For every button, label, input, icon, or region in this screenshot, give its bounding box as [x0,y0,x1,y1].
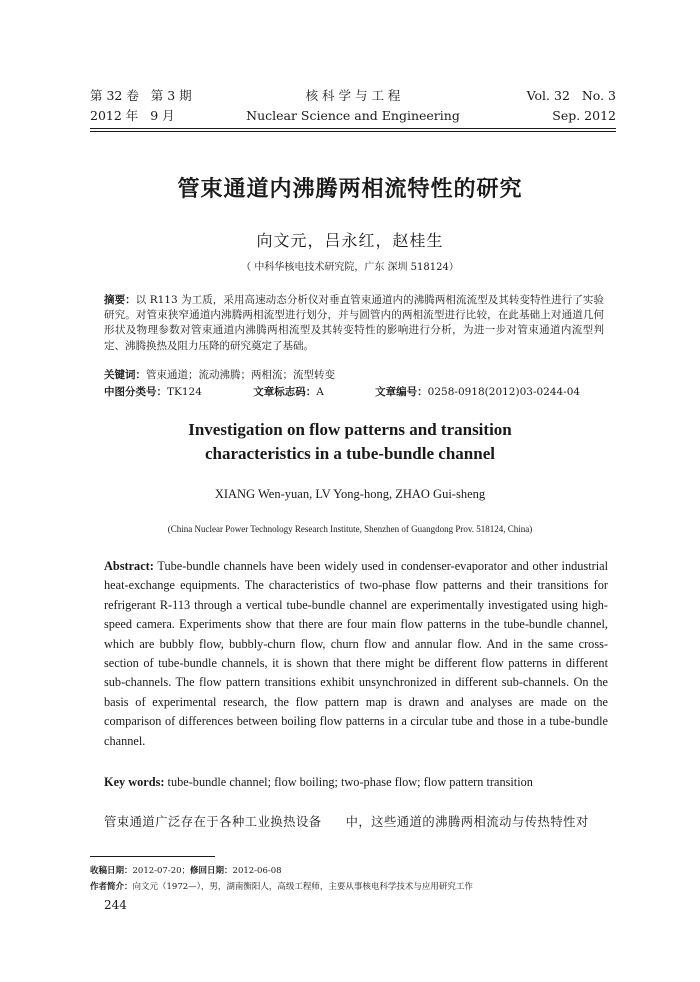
chinese-abstract-label: 摘要： [104,294,136,306]
chinese-title: 管束通道内沸腾两相流特性的研究 [177,177,523,202]
footnote-dates: 收稿日期：2012-07-20；修回日期：2012-06-08 [90,866,282,876]
footnote-author-bio: 作者简介：向文元（1972—），男，湖南衡阳人，高级工程师，主要从事核电科学技术与应用研究工作 [90,882,473,892]
header-volume-no-en: Vol. 32 No. 3 [526,88,616,103]
english-abstract-text: Tube-bundle channels have been widely used in condenser-evaporator and other industrial heat-exchange equipments. The characteristics of two-phase flow patterns and their transitions for refrigerant R-113 through a vertical tube-bundle channel are experimentally investigated using high-speed camera. Experiments show that there are four main flow patterns in the tube-bundle channel, which are bubbly flow, bubbly-churn flow, churn flow and annular flow. And in the same cross-section of tube-bundle channels, it is shown that there might be different flow patterns in different sub-channels. The flow pattern transitions exhibit unsynchronized in different sub-channels. On the basis of experimental research, the flow pattern map is drawn and analyses are made on the comparison of differences between boiling flow patterns in a circular tube and those in a tube-bundle channel. [104,559,608,748]
footnote-rule [90,856,215,857]
chinese-keywords-label: 关键词： [104,369,146,381]
header-volume-issue-cn: 第 32 卷 第 3 期 [90,88,192,103]
english-keywords-text: tube-bundle channel; flow boiling; two-phase flow; flow pattern transition [167,775,533,789]
header-date-cn: 2012 年 9 月 [90,108,175,123]
chinese-keywords-text: 管束通道；流动沸腾；两相流；流型转变 [146,369,335,381]
chinese-affiliation: （ 中科华核电技术研究院，广东 深圳 518124） [241,262,459,273]
body-paragraph-start: 管束通道广泛存在于各种工业换热设备 中，这些通道的沸腾两相流动与传热特性对 [104,815,589,829]
english-affiliation: (China Nuclear Power Technology Research Institute, Shenzhen of Guangdong Prov. 518124, China) [167,524,533,534]
header-rule-top [90,128,616,129]
english-authors: XIANG Wen-yuan, LV Yong-hong, ZHAO Gui-sheng [214,487,486,501]
document-code: 文章标志码：A [253,386,324,398]
header-date-en: Sep. 2012 [552,108,616,123]
article-number: 文章编号：0258-0918(2012)03-0244-04 [375,386,581,398]
chinese-abstract [104,293,604,354]
english-title-line-2: characteristics in a tube-bundle channel [205,444,495,463]
classification-line [104,385,604,400]
english-keywords-label: Key words: [104,775,165,789]
classification-number: 中图分类号：TK124 [104,386,202,398]
english-abstract-label: Abstract: [104,559,154,573]
english-abstract [104,557,608,751]
chinese-keywords [104,368,604,383]
chinese-abstract-text: 以 R113 为工质，采用高速动态分析仪对垂直管束通道内的沸腾两相流流型及其转变特性进行了实验研究。对管束狭窄通道内沸腾两相流型进行划分，并与圆管内的两相流型进行比较，在此基础上对通道几何形状及物理参数对管束通道内沸腾两相流型及其转变特性的影响进行分析，为进一步对管束通道内流型判定、沸腾换热及阻力压降的研究奠定了基础。 [104,294,605,352]
header-journal-cn: 核 科 学 与 工 程 [305,88,401,103]
running-header-row-2 [90,108,616,124]
header-journal-en: Nuclear Science and Engineering [246,108,460,123]
header-rule-bottom [90,131,616,132]
english-title [0,418,700,466]
running-header-row-1 [90,88,616,104]
chinese-authors: 向文元，吕永红，赵桂生 [256,231,444,250]
english-title-line-1: Investigation on flow patterns and transition [188,420,512,439]
page-number: 244 [104,898,127,912]
english-keywords [104,775,624,790]
